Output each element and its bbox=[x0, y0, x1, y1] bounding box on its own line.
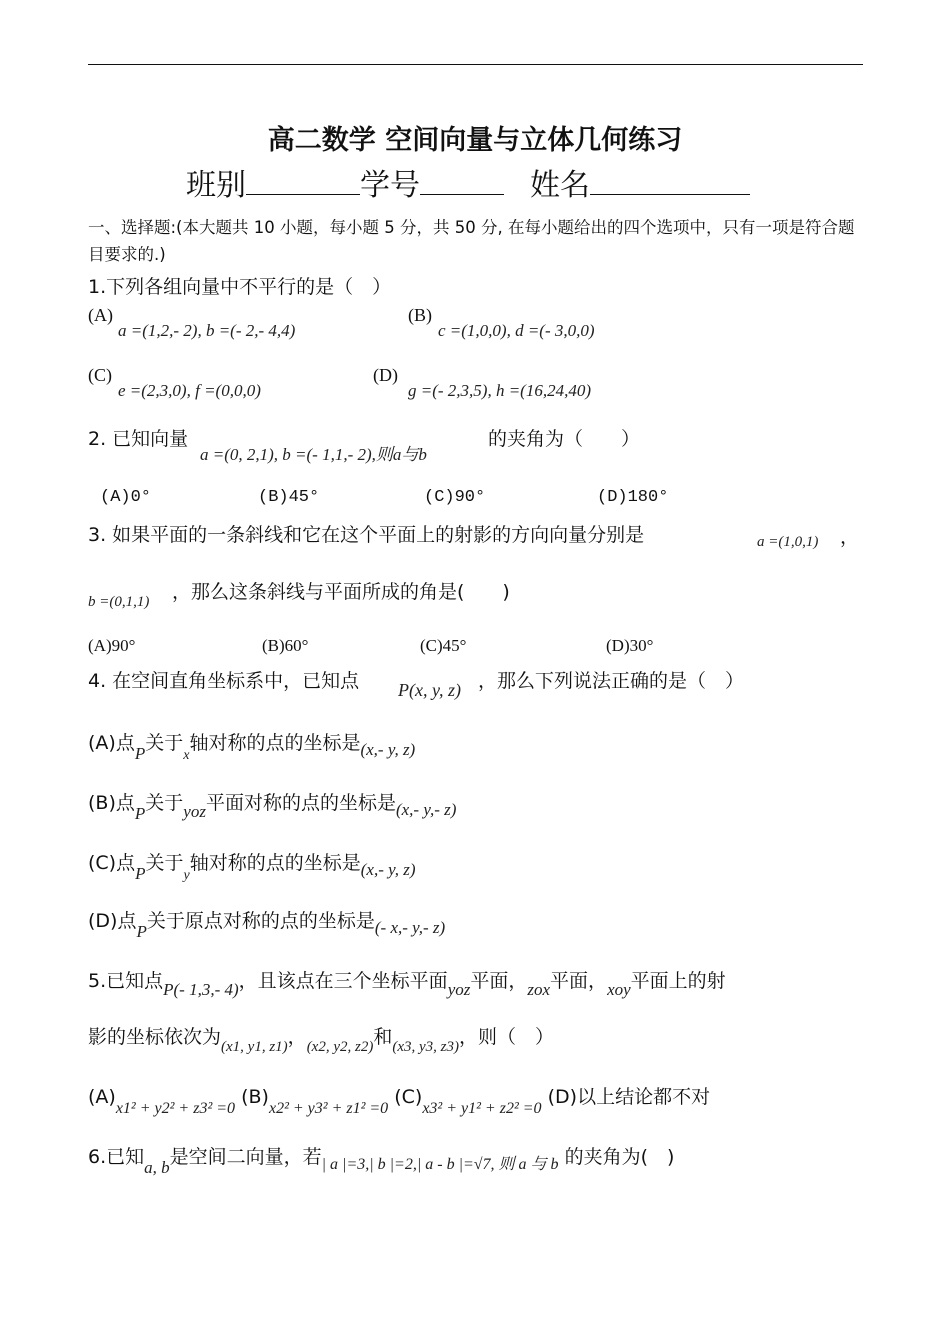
q4-point: P(x, y, z) bbox=[398, 680, 461, 700]
q5-options: $(A)_{x1^2 + y2^2 + z3^2 =0}$ $(B)_{x2^2 + y3^2 + z1^2 =0}$ $(C)_{x3^2 + y1^2 + z2^2 =0}$ (D)以上结论都不对 bbox=[88, 1086, 711, 1117]
q4-stem-pre: 4. 在空间直角坐标系中，已知点 bbox=[88, 670, 360, 692]
section-heading: 一、选择题 bbox=[88, 218, 171, 237]
name-label: 姓名 bbox=[530, 168, 590, 203]
number-blank[interactable] bbox=[420, 168, 504, 195]
q4-option-b: (B)点P关于yoz平面对称的点的坐标是(x,- y,- z) bbox=[88, 792, 457, 823]
q2-choice-d: (D)180° bbox=[597, 488, 669, 507]
q5-stem-line2: 影的坐标依次为$_{(x1, y1, z1)}$，$_{(x2, y2, z2)}$和$_{(x3, y3, z3)}$，则（ ） bbox=[88, 1026, 555, 1055]
q3-stem-pre: 3. 如果平面的一条斜线和它在这个平面上的射影的方向向量分别是 bbox=[88, 524, 645, 546]
q1-stem: 1.下列各组向量中不平行的是（ ） bbox=[88, 276, 392, 298]
q2-choice-c: (C)90° bbox=[424, 488, 486, 507]
name-blank[interactable] bbox=[590, 168, 750, 195]
section-instruction-text: :(本大题共 10 小题，每小题 5 分，共 50 分, 在每小题给出的四个选项中，只有一项是符合题目要求的.) bbox=[88, 218, 855, 264]
q2-math: a =(0, 2,1), b =(- 1,1,- 2),则a与b bbox=[200, 445, 427, 464]
q1-c-math: e =(2,3,0), f =(0,0,0) bbox=[118, 381, 261, 400]
q3-comma: ， bbox=[840, 526, 860, 548]
class-blank[interactable] bbox=[246, 168, 360, 195]
q1-c-label: (C) bbox=[88, 365, 112, 385]
top-rule bbox=[88, 64, 863, 65]
q1-a-math: a =(1,2,- 2), b =(- 2,- 4,4) bbox=[118, 321, 296, 340]
q3-choice-c: (C)45° bbox=[420, 636, 467, 655]
q3-stem-post: ，那么这条斜线与平面所成的角是( ) bbox=[172, 581, 510, 603]
q3-math-a: a =(1,0,1) bbox=[757, 534, 819, 550]
q4-stem-post: ，那么下列说法正确的是（ ） bbox=[478, 670, 745, 692]
q2-choice-b: (B)45° bbox=[258, 488, 320, 507]
q1-b-label: (B) bbox=[408, 305, 432, 325]
q3-math-b: b =(0,1,1) bbox=[88, 594, 150, 610]
student-info-line bbox=[186, 160, 750, 204]
q4-option-d: (D)点P关于原点对称的点的坐标是(- x,- y,- z) bbox=[88, 910, 446, 941]
section-instruction bbox=[88, 214, 868, 268]
q2-stem-pre: 2. 已知向量 bbox=[88, 428, 189, 450]
q4-option-a: (A)点P关于$_x$轴对称的点的坐标是(x,- y, z) bbox=[88, 732, 416, 763]
q5-stem-line1: 5.已知点P(- 1,3,- 4)，且该点在三个坐标平面yoz平面，zox平面，xoy平面上的射 bbox=[88, 970, 726, 999]
q6-stem: 6.已知a, b是空间二向量，若$_{| a |=3,| b |=2,| a - b |=√7, 则 a 与 b}$ 的夹角为( ) bbox=[88, 1146, 675, 1177]
page-title: 高二数学 空间向量与立体几何练习 bbox=[267, 125, 683, 156]
class-label: 班别 bbox=[186, 168, 246, 203]
q3-choice-d: (D)30° bbox=[606, 636, 654, 655]
q2-stem-post: 的夹角为（ ） bbox=[488, 428, 641, 450]
q1-b-math: c =(1,0,0), d =(- 3,0,0) bbox=[438, 321, 595, 340]
q3-choice-b: (B)60° bbox=[262, 636, 309, 655]
q1-d-label: (D) bbox=[373, 365, 398, 385]
q1-a-label: (A) bbox=[88, 305, 113, 325]
q1-d-math: g =(- 2,3,5), h =(16,24,40) bbox=[408, 381, 591, 400]
q3-choice-a: (A)90° bbox=[88, 636, 136, 655]
number-label: 学号 bbox=[360, 168, 420, 203]
q2-choice-a: (A)0° bbox=[100, 488, 152, 507]
q4-option-c: (C)点P关于$_y$轴对称的点的坐标是(x,- y, z) bbox=[88, 852, 416, 883]
